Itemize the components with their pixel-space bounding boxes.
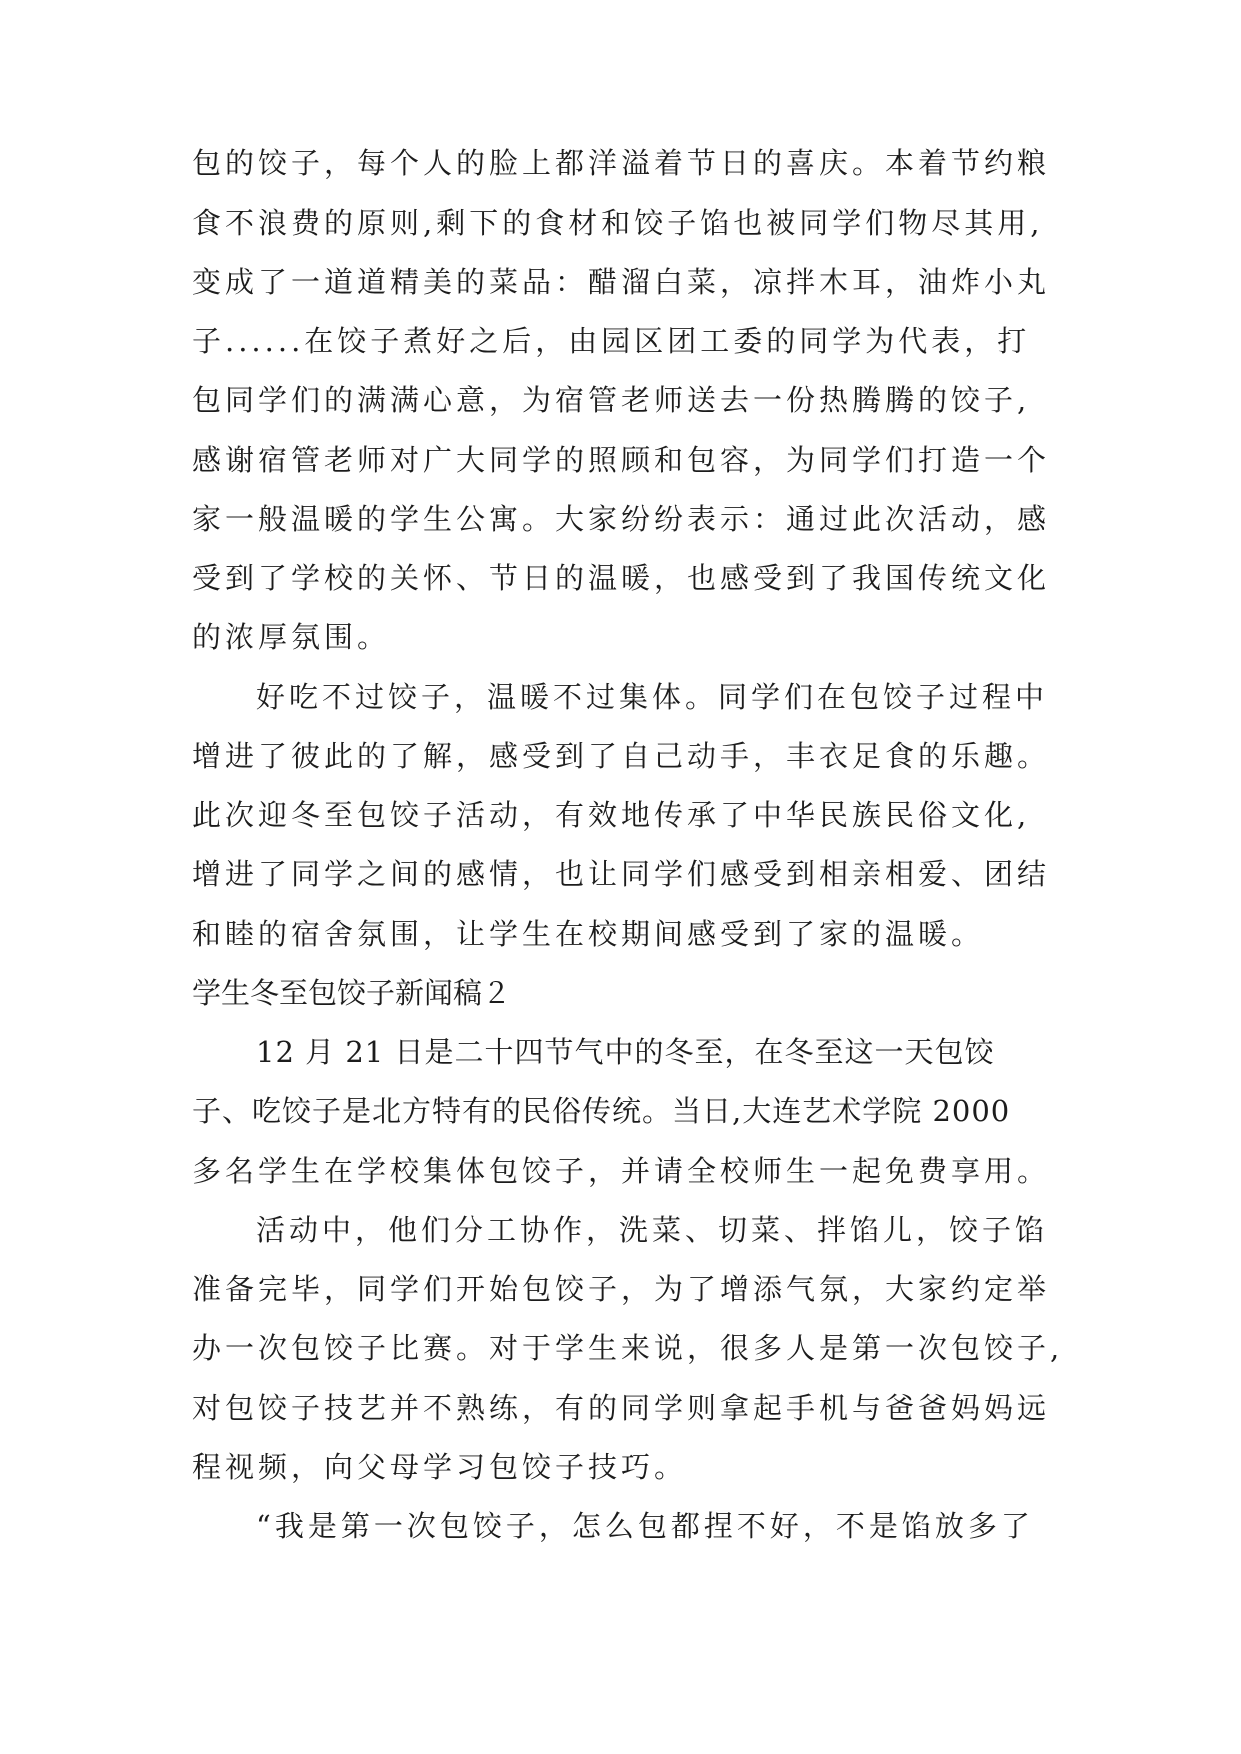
paragraph-line: 家一般温暖的学生公寓。大家纷纷表示：通过此次活动，感 — [192, 502, 1051, 536]
paragraph-line: 食不浪费的原则,剩下的食材和饺子馅也被同学们物尽其用, — [192, 206, 1044, 240]
paragraph-line: 准备完毕，同学们开始包饺子，为了增添气氛，大家约定举 — [192, 1272, 1051, 1306]
paragraph-line: “我是第一次包饺子，怎么包都捏不好，不是馅放多了 — [256, 1509, 1034, 1543]
paragraph-line: 12 月 21 日是二十四节气中的冬至，在冬至这一天包饺 — [256, 1035, 995, 1069]
paragraph-line: 好吃不过饺子，温暖不过集体。同学们在包饺子过程中 — [256, 680, 1049, 714]
paragraph-line: 变成了一道道精美的菜品：醋溜白菜，凉拌木耳，油炸小丸 — [192, 265, 1051, 299]
paragraph-line: 增进了彼此的了解，感受到了自己动手，丰衣足食的乐趣。 — [192, 739, 1051, 773]
paragraph-line: 程视频，向父母学习包饺子技巧。 — [192, 1450, 688, 1484]
paragraph-line: 感谢宿管老师对广大同学的照顾和包容，为同学们打造一个 — [192, 443, 1051, 477]
paragraph-line: 的浓厚氛围。 — [192, 620, 391, 654]
paragraph-line: 受到了学校的关怀、节日的温暖，也感受到了我国传统文化 — [192, 561, 1051, 595]
section-title: 学生冬至包饺子新闻稿２ — [192, 976, 512, 1010]
paragraph-line: 增进了同学之间的感情，也让同学们感受到相亲相爱、团结 — [192, 857, 1051, 891]
paragraph-line: 包同学们的满满心意，为宿管老师送去一份热腾腾的饺子, — [192, 383, 1031, 417]
paragraph-line: 和睦的宿舍氛围，让学生在校期间感受到了家的温暖。 — [192, 917, 985, 951]
paragraph-line: 此次迎冬至包饺子活动，有效地传承了中华民族民俗文化, — [192, 798, 1031, 832]
paragraph-line: 子、吃饺子是北方特有的民俗传统。当日,大连艺术学院 2000 — [192, 1094, 1011, 1128]
paragraph-line: 活动中，他们分工协作，洗菜、切菜、拌馅儿，饺子馅 — [256, 1213, 1049, 1247]
paragraph-line: 子......在饺子煮好之后，由园区团工委的同学为代表，打 — [192, 324, 1031, 358]
paragraph-line: 多名学生在学校集体包饺子，并请全校师生一起免费享用。 — [192, 1154, 1051, 1188]
paragraph-line: 办一次包饺子比赛。对于学生来说，很多人是第一次包饺子, — [192, 1331, 1064, 1365]
paragraph-line: 包的饺子，每个人的脸上都洋溢着节日的喜庆。本着节约粮 — [192, 146, 1051, 180]
paragraph-line: 对包饺子技艺并不熟练，有的同学则拿起手机与爸爸妈妈远 — [192, 1391, 1051, 1425]
